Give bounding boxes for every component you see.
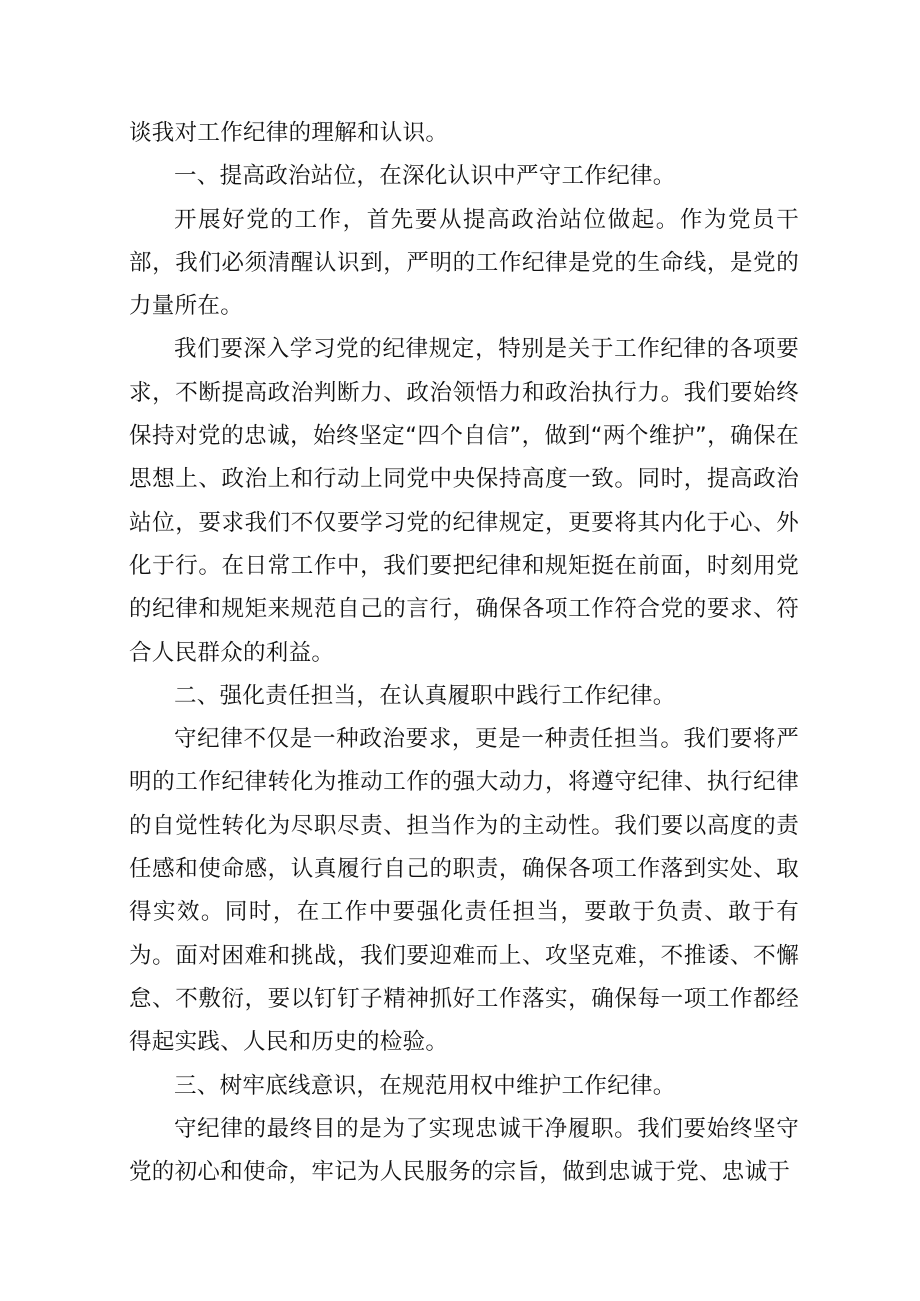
paragraph-2a: 守纪律不仅是一种政治要求，更是一种责任担当。我们要将严明的工作纪律转化为推动工作的强大动力，将遵守纪律、执行纪律的自觉性转化为尽职尽责、担当作为的主动性。我们要以高度的责任感和使命感，认真履行自己的职责，确保各项工作落到实处、取得实效。同时，在工作中要强化责任担当，要敢于负责、敢于有为。面对困难和挑战，我们要迎难而上、攻坚克难，不推诿、不懈怠、不敷衍，要以钉钉子精神抓好工作落实，确保每一项工作都经得起实践、人民和历史的检验。 — [129, 726, 799, 1056]
section-heading-2: 二、强化责任担当，在认真履职中践行工作纪律。 — [174, 682, 676, 709]
paragraph-3a: 守纪律的最终目的是为了实现忠诚干净履职。我们要始终坚守党的初心和使命，牢记为人民服务的宗旨，做到忠诚于党、忠诚于 — [129, 1115, 799, 1186]
section-heading-1: 一、提高政治站位，在深化认识中严守工作纪律。 — [174, 163, 676, 190]
paragraph-1a: 开展好党的工作，首先要从提高政治站位做起。作为党员干部，我们必须清醒认识到，严明的工作纪律是党的生命线，是党的力量所在。 — [129, 206, 799, 320]
section-heading-3: 三、树牢底线意识，在规范用权中维护工作纪律。 — [174, 1072, 676, 1099]
document-body — [129, 112, 799, 1194]
paragraph-intro-line: 谈我对工作纪律的理解和认识。 — [129, 120, 449, 146]
paragraph-1b: 我们要深入学习党的纪律规定，特别是关于工作纪律的各项要求，不断提高政治判断力、政治领悟力和政治执行力。我们要始终保持对党的忠诚，始终坚定“四个自信”，做到“两个维护”，确保在思想上、政治上和行动上同党中央保持高度一致。同时，提高政治站位，要求我们不仅要学习党的纪律规定，更要将其内化于心、外化于行。在日常工作中，我们要把纪律和规矩挺在前面，时刻用党的纪律和规矩来规范自己的言行，确保各项工作符合党的要求、符合人民群众的利益。 — [129, 336, 799, 666]
